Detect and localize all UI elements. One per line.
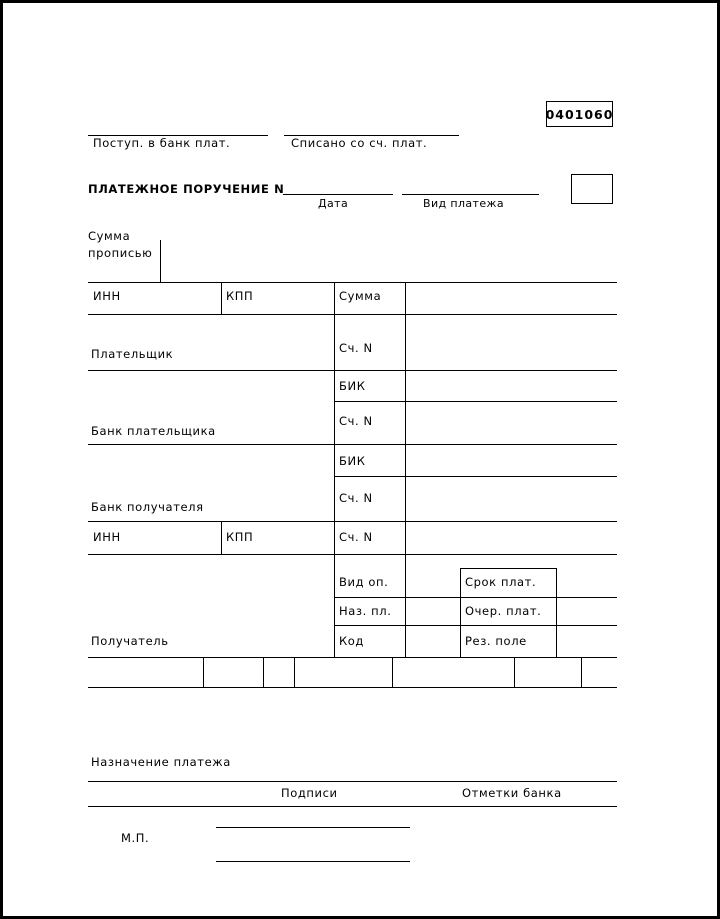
grid-line-top	[88, 282, 617, 283]
payer-inn-label: ИНН	[93, 289, 121, 303]
payee-bank-bik-label: БИК	[339, 454, 366, 468]
payer-kpp-label: КПП	[226, 289, 254, 303]
date-label: Дата	[318, 197, 349, 210]
purpose-bottom-line	[88, 781, 617, 782]
payment-kind-line	[402, 194, 539, 195]
vline-srok-left	[460, 568, 461, 657]
payee-label: Получатель	[91, 634, 169, 648]
grid-line-payee-bank-bottom	[88, 521, 617, 522]
form-body	[3, 3, 717, 916]
payee-inn-label: ИНН	[93, 530, 121, 544]
payer-bank-account-label: Сч. N	[339, 414, 373, 428]
amount-in-words-label-line1: Сумма	[88, 229, 131, 243]
grid-line-inn-bottom	[88, 314, 617, 315]
payment-kind-label: Вид платежа	[423, 197, 504, 210]
vline-srok-right	[556, 568, 557, 657]
payment-kind-box	[571, 174, 613, 204]
received-label: Поступ. в банк плат.	[93, 136, 231, 150]
payee-bank-label: Банк получателя	[91, 500, 204, 514]
payer-name-label: Плательщик	[91, 347, 174, 361]
amount-in-words-label-line2: прописью	[88, 246, 153, 260]
payee-account-label: Сч. N	[339, 530, 373, 544]
grid-line-op-bottom	[334, 597, 617, 598]
code-label: Код	[339, 634, 364, 648]
payer-bank-bik-label: БИК	[339, 379, 366, 393]
bank-marks-label: Отметки банка	[462, 786, 562, 800]
signature-line-2	[216, 861, 410, 862]
grid-line-bottom-strip	[88, 687, 617, 688]
purpose-label: Назначение платежа	[91, 755, 231, 769]
vline-payee-inn-kpp	[221, 521, 222, 554]
stamp-label: М.П.	[121, 831, 150, 845]
payee-kpp-label: КПП	[226, 530, 254, 544]
signatures-bottom-line	[88, 806, 617, 807]
vline-right-col	[405, 282, 406, 657]
payee-bank-account-label: Сч. N	[339, 491, 373, 505]
vline-inn-kpp	[221, 282, 222, 314]
payment-term-label: Срок плат.	[465, 575, 537, 589]
vline-strip-2	[263, 657, 264, 687]
grid-line-payer-bottom	[88, 370, 617, 371]
signatures-label: Подписи	[281, 786, 338, 800]
vline-strip-6	[581, 657, 582, 687]
vline-strip-3	[294, 657, 295, 687]
form-code-box: 0401060	[546, 101, 613, 127]
operation-kind-label: Вид оп.	[339, 575, 389, 589]
hline-srok-top	[460, 568, 556, 569]
amount-in-words-divider	[160, 240, 161, 282]
vline-strip-5	[514, 657, 515, 687]
reserve-field-label: Рез. поле	[465, 634, 527, 648]
vline-left-col	[334, 282, 335, 657]
vline-strip-4	[392, 657, 393, 687]
grid-line-payer-bank-bottom	[88, 444, 617, 445]
signature-line-1	[216, 827, 410, 828]
vline-strip-1	[203, 657, 204, 687]
amount-label: Сумма	[339, 289, 382, 303]
payer-account-label: Сч. N	[339, 341, 373, 355]
payment-order-label: Очер. плат.	[465, 604, 542, 618]
grid-line-naz-bottom	[334, 625, 617, 626]
document-title: ПЛАТЕЖНОЕ ПОРУЧЕНИЕ N	[88, 182, 285, 196]
grid-line-bik1-bottom	[334, 401, 617, 402]
grid-line-payee-bottom	[88, 657, 617, 658]
written-off-label: Списано со сч. плат.	[291, 136, 428, 150]
payment-purpose-code-label: Наз. пл.	[339, 604, 392, 618]
payer-bank-label: Банк плательщика	[91, 424, 216, 438]
date-line	[283, 194, 393, 195]
grid-line-payee-inn-bottom	[88, 554, 617, 555]
grid-line-bik2-bottom	[334, 476, 617, 477]
